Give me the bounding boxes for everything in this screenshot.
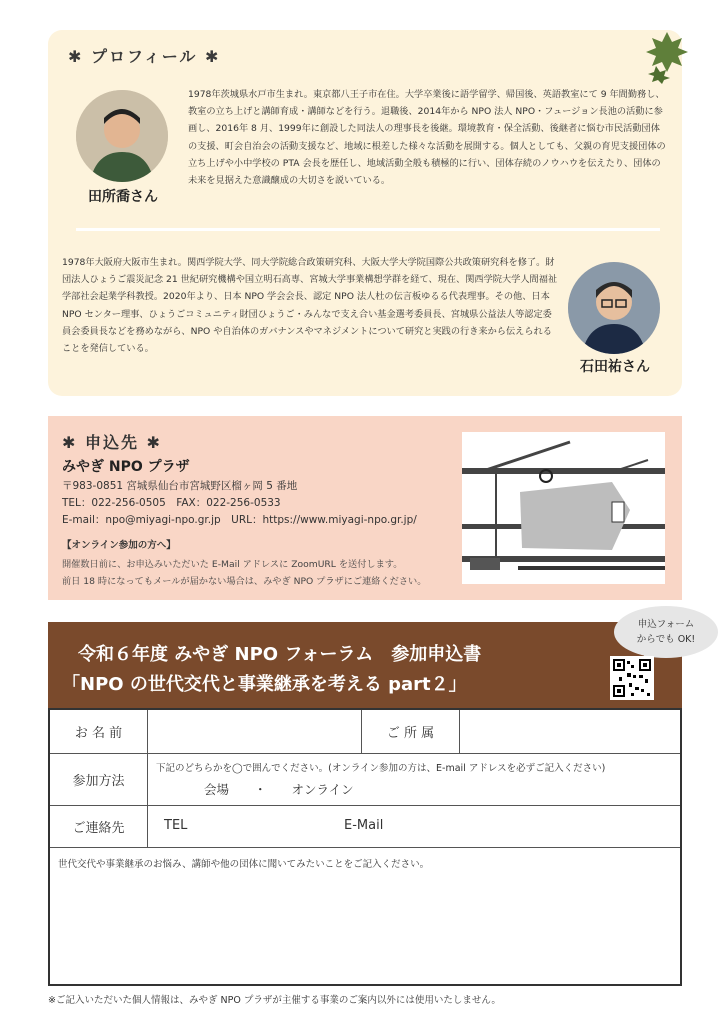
qr-code-icon[interactable] [610,656,654,700]
email-label: E-Mail [344,818,384,833]
name-label: お 名 前 [74,726,123,741]
name-label-cell [50,710,148,754]
bubble-text: 申込フォーム からでも OK! [636,619,696,645]
person-name-ishida: 石田祐さん [580,359,650,375]
form-title-main: 令和６年度 みやぎ NPO フォーラム 参加申込書 [78,644,482,665]
privacy-note: ※ご記入いただいた個人情報は、みやぎ NPO プラザが主催する事業のご案内以外には使用いたしません。 [48,995,501,1006]
avatar-tadokoro [76,90,168,182]
org-name: みやぎ NPO プラザ [62,459,190,475]
address: 〒983-0851 宮城県仙台市宮城野区榴ヶ岡 5 番地 [62,480,298,492]
online-note-2: 前日 18 時になってもメールが届かない場合は、みやぎ NPO プラザにご連絡ください。 [62,576,427,587]
profile-divider [76,228,660,231]
form-title-sub: 「NPO の世代交代と事業継承を考える part２」 [62,674,467,695]
application-form [48,708,682,986]
affiliation-label-cell [362,710,460,754]
online-heading: 【オンライン参加の方へ】 [62,540,176,551]
method-options[interactable]: 会場 ・ オンライン [204,782,354,797]
affiliation-label: ご 所 属 [386,726,435,741]
bio-ishida: 1978年大阪府大阪市生まれ。関西学院大学、同大学院総合政策研究科、大阪大学大学院国際公共政策研究科を修了。財団法人ひょうご震災記念 21 世紀研究機構や国立明石高専、宮城大学事業構想学群を経て、現在、関西学院大学人間福祉学部社会起業学科教授。2020年より、日本 NPO 学会会長、認定 NPO 法人杜の伝言板ゆるる代表理事。その他、日本 NPO センター理事、ひょうごコミュニティ財団ひょうご・みんなで支え合い基金選考委員長、宮城県公益法人等認定委員会委員長などを務めながら、NPO や自治体のガバナンスやマネジメントについて研究と実践の行き来から伝えられることを発信している。 [62,257,558,355]
email-url[interactable]: E-mail：npo@miyagi-npo.gr.jp URL：https://www.miyagi-npo.gr.jp/ [62,514,417,526]
form-link-bubble [614,606,718,658]
avatar-ishida [568,262,660,354]
contact-label: ご連絡先 [72,821,125,836]
tel-fax: TEL：022-256-0505 FAX：022-256-0533 [62,497,281,509]
access-map [462,432,665,584]
method-label-cell [50,754,148,806]
contact-field[interactable] [148,806,680,848]
tel-label: TEL [164,818,188,833]
online-note-1: 開催数日前に、お申込みいただいた E-Mail アドレスに ZoomURL を送付します。 [62,559,403,570]
contact-label-cell [50,806,148,848]
bio-tadokoro: 1978年茨城県水戸市生まれ。東京都八王子市在住。大学卒業後に語学留学、帰国後、英語教室にて 9 年間勤務し、教室の立ち上げと講師育成・講師などを行う。退職後、2014年から NPO 法人 NPO・フュージョン長池の活動に参画し、2016年 8 月、1999年に創設した同法人の理事長を後継。環境教育・保全活動、後継者に悩む市民活動団体の支援、町会自治会の活動支援など、地域に根差した様々な活動を展開する。個人としても、父親の育児支援団体の立ち上げや小中学校の PTA 会長を歴任し、地域活動全般も積極的に行い、団体存続のノウハウを伝えたり、団体の未来を見据えた意識醸成の大切さを説いている。 [188,89,666,187]
person-name-tadokoro: 田所喬さん [88,189,158,205]
method-instruction: 下記のどちらかを◯で囲んでください。(オンライン参加の方は、E-mail アドレスを必ずご記入ください) [156,763,606,774]
comment-field[interactable] [50,848,680,984]
leaf-decoration-icon [642,28,692,84]
method-label: 参加方法 [72,774,125,789]
profile-title: ✱ プロフィール ✱ [68,47,221,66]
method-field[interactable] [148,754,680,806]
affiliation-field[interactable] [460,710,680,754]
name-field[interactable] [148,710,362,754]
apply-title: ✱ 申込先 ✱ [62,433,162,452]
comment-prompt: 世代交代や事業継承のお悩み、講師や他の団体に聞いてみたいことをご記入ください。 [58,859,430,870]
